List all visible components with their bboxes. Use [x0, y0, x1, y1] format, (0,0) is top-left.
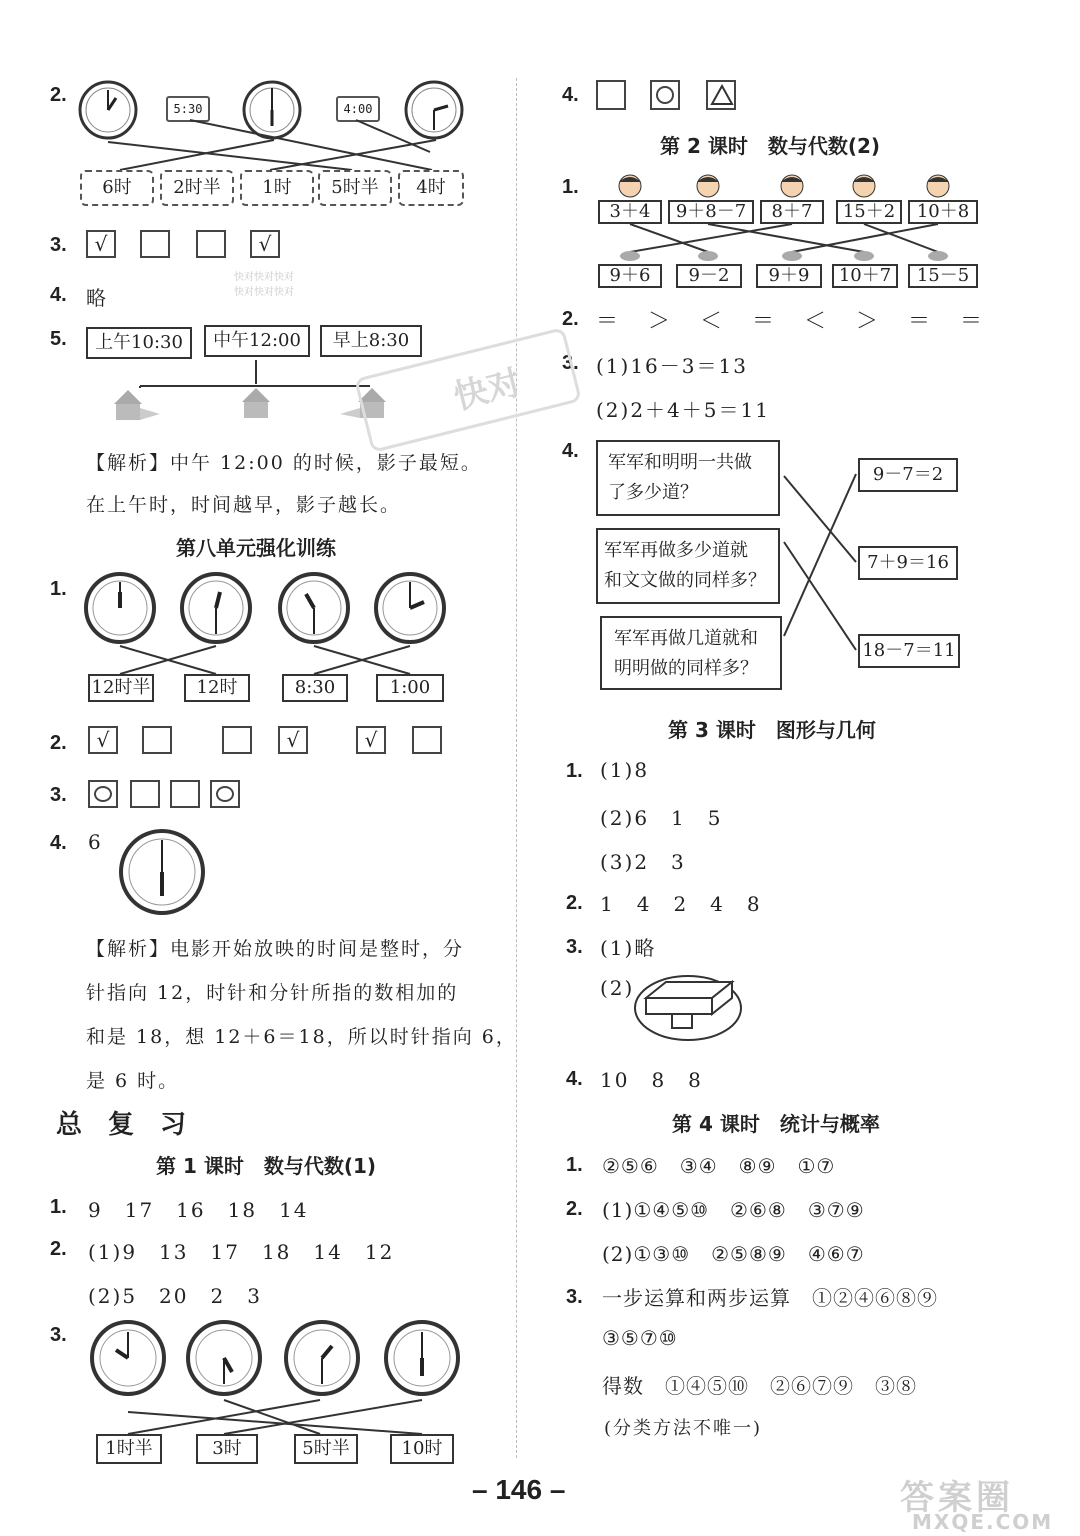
question-number: 2. [50, 84, 67, 106]
children-row [596, 172, 986, 202]
time-label: 3时 [196, 1434, 258, 1464]
child-icon [619, 175, 641, 197]
clock-icon [376, 574, 444, 642]
question-number: 5. [50, 328, 67, 350]
clock-icon [280, 574, 348, 642]
question-number: 4. [566, 1068, 583, 1090]
triangle-mark-icon [710, 84, 734, 106]
answer-text: 得数 ①④⑤⑩ ②⑥⑦⑨ ③⑧ [602, 1374, 917, 1398]
answer-text: (3)2 3 [600, 850, 686, 874]
time-label: 10时 [390, 1434, 454, 1464]
column-divider [516, 78, 517, 1458]
question-number: 1. [566, 1154, 583, 1176]
answer-text: 10 8 8 [600, 1068, 703, 1092]
checkbox: √ [278, 726, 308, 754]
expression-box: 10＋7 [832, 264, 898, 288]
u8-clocks [84, 570, 464, 650]
checkbox [142, 726, 172, 754]
equation-box: 9－7＝2 [858, 458, 958, 492]
time-label: 中午12:00 [204, 325, 310, 357]
matching-lines [80, 118, 480, 178]
shape-drawing [632, 972, 748, 1044]
question-line: 和文文做的同样多？ [604, 570, 766, 591]
time-label: 5时半 [294, 1434, 358, 1464]
time-label: 1时 [240, 170, 314, 206]
square-shape [596, 80, 626, 110]
checkbox [222, 726, 252, 754]
matching-lines [596, 222, 986, 266]
answer-text: 6 [88, 830, 103, 854]
child-icon [853, 175, 875, 197]
checkbox: √ [86, 230, 116, 258]
question-number: 3. [50, 1324, 67, 1346]
question-line: 军军再做几道就和 [614, 628, 758, 649]
l1-clocks [88, 1320, 468, 1402]
watermark-url: MXQE.COM [912, 1510, 1054, 1534]
expression-box: 8＋7 [760, 200, 824, 224]
answer-text: 略 [86, 286, 108, 310]
time-label: 早上8:30 [320, 325, 422, 357]
question-number: 2. [562, 308, 579, 330]
question-number: 3. [50, 784, 67, 806]
question-number: 3. [566, 1286, 583, 1308]
answer-text: (1)8 [600, 758, 650, 782]
question-number: 3. [562, 352, 579, 374]
answer-text: (2)5 20 2 3 [88, 1284, 262, 1308]
time-label: 1:00 [376, 674, 444, 702]
time-label: 8:30 [282, 674, 348, 702]
expression-box: 15＋2 [836, 200, 902, 224]
analysis-text: 和是 18，想 12＋6＝18，所以时针指向 6， [86, 1026, 517, 1048]
circle-mark-icon [94, 786, 112, 802]
digital-clock: 5:30 [166, 96, 210, 122]
question-number: 3. [566, 936, 583, 958]
answer-text: 一步运算和两步运算 ①②④⑥⑧⑨ [602, 1286, 938, 1310]
question-number: 1. [562, 176, 579, 198]
equation-box: 7＋9＝16 [858, 546, 958, 580]
answer-text: 1 4 2 4 8 [600, 892, 762, 916]
watermark-logo: 答案圈 [900, 1478, 1014, 1518]
page-number: – 146 – [472, 1474, 566, 1505]
expression-box: 9＋6 [598, 264, 662, 288]
clock-icon [286, 1322, 358, 1394]
lesson-title: 第 1 课时 数与代数(1) [156, 1154, 377, 1178]
checkbox [412, 726, 442, 754]
matching-lines [88, 1398, 468, 1438]
house-shadows [100, 358, 400, 428]
answer-text: (1)16－3＝13 [596, 354, 748, 378]
checkbox [130, 780, 160, 808]
analysis-text: 【解析】电影开始放映的时间是整时，分 [86, 938, 465, 960]
question-number: 2. [50, 1238, 67, 1260]
time-label: 6时 [80, 170, 154, 206]
question-number: 3. [50, 234, 67, 256]
analysis-text: 【解析】中午 12:00 的时候，影子最短。 [86, 452, 482, 474]
matching-lines [780, 460, 864, 660]
checkbox [196, 230, 226, 258]
child-icon [697, 175, 719, 197]
answer-text: ＝ ＞ ＜ ＝ ＜ ＞ ＝ ＝ [596, 309, 987, 334]
answer-text: (1)①④⑤⑩ ②⑥⑧ ③⑦⑨ [602, 1198, 865, 1222]
question-number: 1. [50, 1196, 67, 1218]
time-label: 5时半 [318, 170, 392, 206]
answer-text: (2)①③⑩ ②⑤⑧⑨ ④⑥⑦ [602, 1242, 865, 1266]
lesson-title: 第 4 课时 统计与概率 [672, 1112, 880, 1136]
answer-text: (2)6 1 5 [600, 806, 723, 830]
time-label: 2时半 [160, 170, 234, 206]
child-icon [781, 175, 803, 197]
question-box [596, 528, 780, 604]
expression-box: 9＋8－7 [668, 200, 754, 224]
question-number: 1. [566, 760, 583, 782]
clock-icon [188, 1322, 260, 1394]
digital-clock: 4:00 [336, 96, 380, 122]
review-title: 总 复 习 [56, 1110, 187, 1140]
expression-box: 15－5 [908, 264, 978, 288]
question-line: 明明做的同样多？ [614, 658, 758, 679]
answer-text: 9 17 16 18 14 [88, 1198, 309, 1222]
question-box [600, 616, 782, 690]
watermark-text: 快对快对快对 [234, 287, 294, 298]
watermark-text: 快对快对快对 [234, 272, 294, 283]
checkbox: √ [250, 230, 280, 258]
matching-lines [84, 644, 464, 678]
answer-note: (分类方法不唯一) [604, 1418, 763, 1439]
question-number: 4. [50, 284, 67, 306]
clock-icon [182, 574, 250, 642]
time-label: 1时半 [96, 1434, 162, 1464]
question-number: 2. [566, 892, 583, 914]
clock-icon [118, 828, 208, 918]
time-label: 12时半 [88, 674, 154, 702]
checkbox: √ [356, 726, 386, 754]
question-line: 军军再做多少道就 [604, 540, 748, 561]
watermark-text: 快对 [449, 362, 526, 418]
answer-text: (1)略 [600, 936, 657, 960]
clock-icon [92, 1322, 164, 1394]
time-label: 上午10:30 [86, 327, 192, 359]
answer-text: (1)9 13 17 18 14 12 [88, 1240, 395, 1264]
checkbox [170, 780, 200, 808]
question-number: 2. [50, 732, 67, 754]
question-line: 了多少道？ [608, 482, 698, 503]
circle-mark-icon [216, 786, 234, 802]
expression-box: 10＋8 [908, 200, 978, 224]
checkbox [140, 230, 170, 258]
section-title: 第八单元强化训练 [176, 536, 336, 560]
lesson-title: 第 2 课时 数与代数(2) [660, 134, 881, 158]
time-label: 12时 [184, 674, 250, 702]
clock-icon [386, 1322, 458, 1394]
time-label: 4时 [398, 170, 464, 206]
question-number: 2. [566, 1198, 583, 1220]
answer-text: ③⑤⑦⑩ [602, 1326, 678, 1350]
house-icon [114, 390, 160, 420]
question-number: 4. [562, 440, 579, 462]
house-icon [242, 388, 270, 418]
answer-text: (2) [600, 976, 635, 1000]
expression-box: 9－2 [676, 264, 742, 288]
clock-icon [86, 574, 154, 642]
question-number: 4. [562, 84, 579, 106]
analysis-text: 在上午时，时间越早，影子越长。 [86, 494, 402, 516]
question-line: 军军和明明一共做 [608, 452, 752, 473]
expression-box: 9＋9 [756, 264, 822, 288]
question-number: 1. [50, 578, 67, 600]
answer-text: (2)2＋4＋5＝11 [596, 398, 770, 422]
equation-box: 18－7＝11 [858, 634, 960, 668]
question-box [596, 440, 780, 516]
answer-text: ②⑤⑥ ③④ ⑧⑨ ①⑦ [602, 1154, 836, 1178]
checkbox: √ [88, 726, 118, 754]
circle-mark-icon [656, 86, 674, 104]
question-number: 4. [50, 832, 67, 854]
expression-box: 3＋4 [598, 200, 662, 224]
analysis-text: 是 6 时。 [86, 1070, 180, 1092]
lesson-title: 第 3 课时 图形与几何 [668, 718, 876, 742]
analysis-text: 针指向 12，时针和分针所指的数相加的 [86, 982, 459, 1004]
child-icon [927, 175, 949, 197]
